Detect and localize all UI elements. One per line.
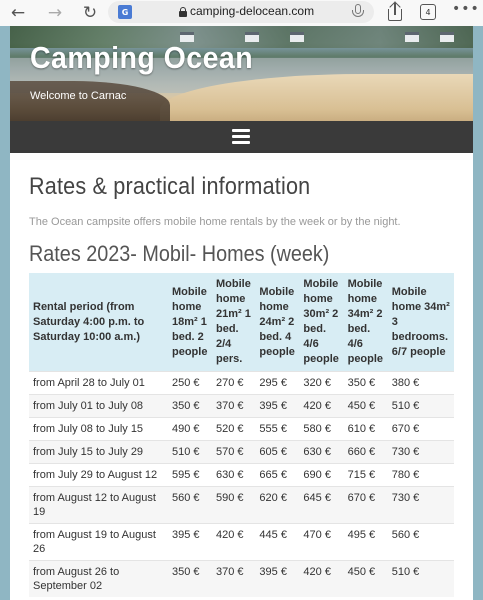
- intro-text: The Ocean campsite offers mobile home rentals by the week or by the night.: [29, 216, 401, 228]
- page-content-area: [10, 26, 473, 600]
- table-row: [29, 464, 454, 487]
- main-navigation: [10, 121, 473, 153]
- period-cell: from August 26 to September 02: [29, 561, 169, 598]
- price-cell: 715 €: [345, 464, 389, 487]
- price-cell: 395 €: [256, 395, 300, 418]
- price-cell: 380 €: [389, 372, 454, 395]
- period-cell: from July 01 to July 08: [29, 395, 169, 418]
- price-cell: 370 €: [213, 395, 256, 418]
- period-cell: from July 29 to August 12: [29, 464, 169, 487]
- price-cell: 580 €: [300, 418, 344, 441]
- price-cell: 620 €: [256, 487, 300, 524]
- price-cell: 250 €: [169, 372, 213, 395]
- microphone-icon[interactable]: [351, 4, 365, 20]
- price-cell: 520 €: [213, 418, 256, 441]
- hamburger-menu-icon[interactable]: [232, 129, 250, 145]
- price-cell: 320 €: [300, 372, 344, 395]
- price-cell: 420 €: [300, 395, 344, 418]
- price-cell: 270 €: [213, 372, 256, 395]
- price-cell: 420 €: [300, 561, 344, 598]
- price-cell: 590 €: [213, 487, 256, 524]
- price-cell: 645 €: [300, 487, 344, 524]
- table-row: [29, 441, 454, 464]
- period-cell: from August 19 to August 26: [29, 524, 169, 561]
- column-header: Mobile home 34m² 2 bed. 4/6 people: [345, 273, 389, 372]
- price-cell: 555 €: [256, 418, 300, 441]
- period-cell: from July 08 to July 15: [29, 418, 169, 441]
- tabs-count-button[interactable]: 4: [420, 4, 436, 20]
- site-tagline: Welcome to Carnac: [30, 90, 127, 102]
- period-cell: from April 28 to July 01: [29, 372, 169, 395]
- address-bar[interactable]: [108, 1, 374, 23]
- browser-toolbar: [0, 0, 483, 26]
- price-cell: 510 €: [389, 561, 454, 598]
- banner-house: [405, 32, 419, 42]
- column-header: Mobile home 18m² 1 bed. 2 people: [169, 273, 213, 372]
- lock-icon: [179, 7, 187, 17]
- price-cell: 350 €: [345, 372, 389, 395]
- banner-house: [290, 32, 304, 42]
- column-header: Mobile home 34m² 3 bedrooms. 6/7 people: [389, 273, 454, 372]
- price-cell: 450 €: [345, 561, 389, 598]
- column-header: Mobile home 24m² 2 bed. 4 people: [256, 273, 300, 372]
- reload-icon[interactable]: ↻: [82, 2, 98, 23]
- price-cell: 730 €: [389, 441, 454, 464]
- table-row: [29, 372, 454, 395]
- more-options-icon[interactable]: •••: [452, 1, 480, 17]
- price-cell: 495 €: [345, 524, 389, 561]
- price-cell: 350 €: [169, 395, 213, 418]
- price-cell: 630 €: [300, 441, 344, 464]
- price-cell: 445 €: [256, 524, 300, 561]
- column-header: Mobile home 30m² 2 bed. 4/6 people: [300, 273, 344, 372]
- price-cell: 605 €: [256, 441, 300, 464]
- price-cell: 420 €: [213, 524, 256, 561]
- price-cell: 610 €: [345, 418, 389, 441]
- price-cell: 350 €: [169, 561, 213, 598]
- price-cell: 665 €: [256, 464, 300, 487]
- table-row: [29, 487, 454, 524]
- price-cell: 570 €: [213, 441, 256, 464]
- rates-table: [29, 273, 454, 597]
- price-cell: 630 €: [213, 464, 256, 487]
- price-cell: 490 €: [169, 418, 213, 441]
- forward-arrow-icon[interactable]: →: [47, 2, 63, 23]
- price-cell: 670 €: [345, 487, 389, 524]
- table-row: [29, 418, 454, 441]
- price-cell: 660 €: [345, 441, 389, 464]
- period-cell: from July 15 to July 29: [29, 441, 169, 464]
- banner-house: [440, 32, 454, 42]
- rates-table-header-row: [29, 273, 454, 372]
- table-row: [29, 395, 454, 418]
- price-cell: 450 €: [345, 395, 389, 418]
- rental-period-header: Rental period (from Saturday 4:00 p.m. to Saturday 10:00 a.m.): [29, 273, 169, 372]
- price-cell: 370 €: [213, 561, 256, 598]
- site-title[interactable]: Camping Ocean: [30, 40, 254, 75]
- price-cell: 395 €: [256, 561, 300, 598]
- price-cell: 730 €: [389, 487, 454, 524]
- price-cell: 780 €: [389, 464, 454, 487]
- price-cell: 295 €: [256, 372, 300, 395]
- column-header: Mobile home 21m² 1 bed. 2/4 pers.: [213, 273, 256, 372]
- price-cell: 395 €: [169, 524, 213, 561]
- price-cell: 510 €: [389, 395, 454, 418]
- price-cell: 670 €: [389, 418, 454, 441]
- table-row: [29, 561, 454, 598]
- table-row: [29, 524, 454, 561]
- translate-icon[interactable]: G: [118, 5, 132, 19]
- url-text[interactable]: camping-delocean.com: [190, 4, 315, 18]
- share-icon[interactable]: [386, 2, 404, 22]
- price-cell: 560 €: [169, 487, 213, 524]
- page-frame: [0, 26, 483, 600]
- price-cell: 470 €: [300, 524, 344, 561]
- period-cell: from August 12 to August 19: [29, 487, 169, 524]
- back-arrow-icon[interactable]: ←: [10, 2, 26, 23]
- price-cell: 510 €: [169, 441, 213, 464]
- price-cell: 690 €: [300, 464, 344, 487]
- price-cell: 595 €: [169, 464, 213, 487]
- section-title: Rates 2023- Mobil- Homes (week): [29, 241, 330, 266]
- header-banner-image: [10, 26, 473, 121]
- page-title: Rates & practical information: [29, 173, 311, 200]
- price-cell: 560 €: [389, 524, 454, 561]
